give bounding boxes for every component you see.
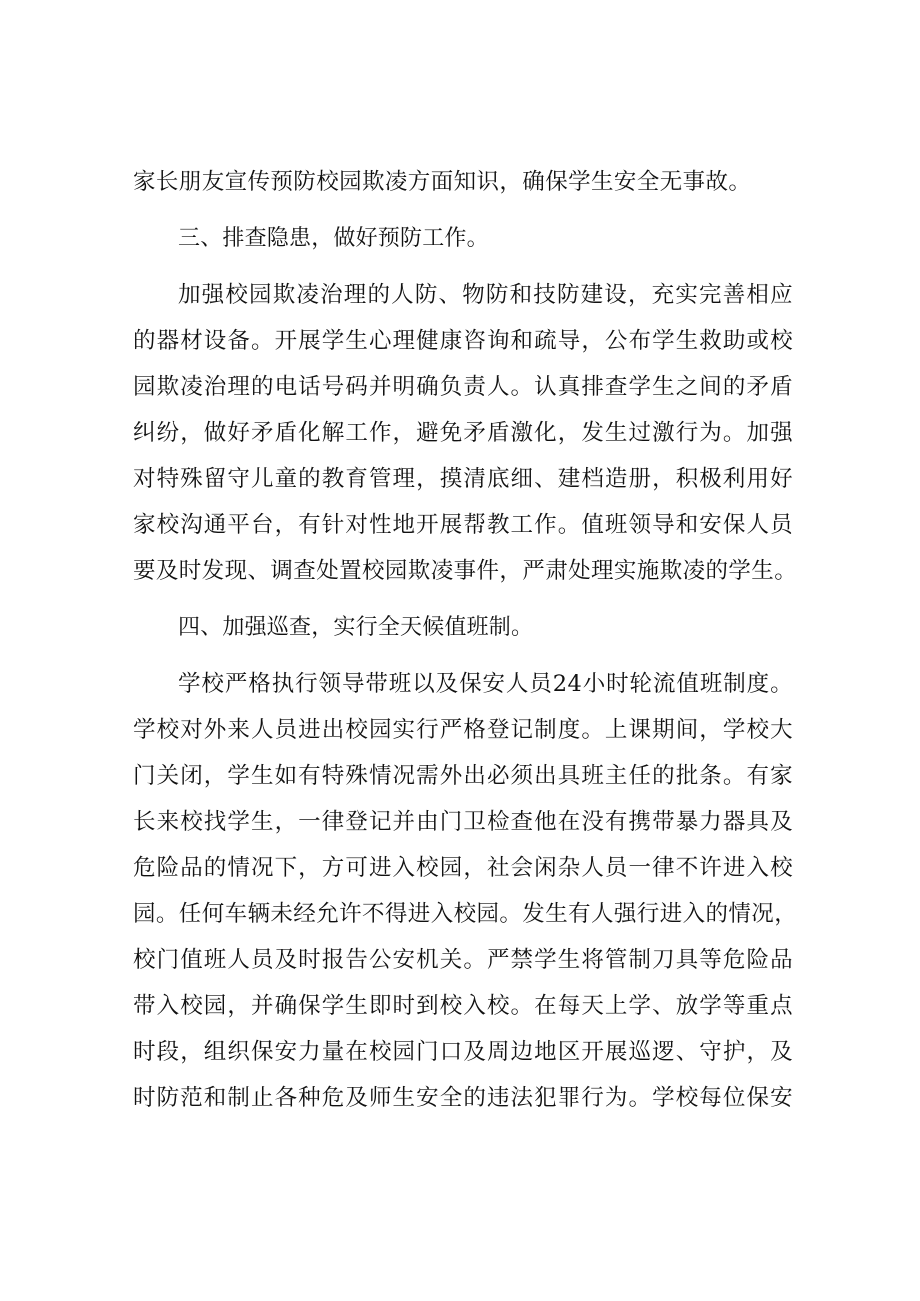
paragraph-line: 纠纷，做好矛盾化解工作，避免矛盾激化，发生过激行为。加强 — [133, 420, 793, 446]
paragraph-line: 带入校园，并确保学生即时到校入校。在每天上学、放学等重点 — [133, 993, 793, 1019]
paragraph-line: 家校沟通平台，有针对性地开展帮教工作。值班领导和安保人员 — [133, 512, 793, 538]
paragraph-line: 校门值班人员及时报告公安机关。严禁学生将管制刀具等危险品 — [133, 947, 793, 973]
section-heading-4: 四、加强巡查，实行全天候值班制。 — [178, 615, 534, 640]
paragraph-line: 家长朋友宣传预防校园欺凌方面知识，确保学生安全无事故。 — [133, 169, 752, 195]
paragraph-line: 时防范和制止各种危及师生安全的违法犯罪行为。学校每位保安 — [133, 1085, 793, 1111]
section-heading-3: 三、排查隐患，做好预防工作。 — [178, 226, 489, 251]
paragraph-line: 的器材设备。开展学生心理健康咨询和疏导，公布学生救助或校 — [133, 328, 793, 354]
paragraph-line: 学校严格执行领导带班以及保安人员24小时轮流值班制度。 — [178, 671, 793, 697]
paragraph-line: 时段，组织保安力量在校园门口及周边地区开展巡逻、守护，及 — [133, 1039, 793, 1065]
paragraph-line: 长来校找学生，一律登记并由门卫检查他在没有携带暴力器具及 — [133, 809, 793, 835]
paragraph-line: 对特殊留守儿童的教育管理，摸清底细、建档造册，积极利用好 — [133, 466, 793, 492]
paragraph-line: 门关闭，学生如有特殊情况需外出必须出具班主任的批条。有家 — [133, 763, 793, 789]
paragraph-line: 园。任何车辆未经允许不得进入校园。发生有人强行进入的情况， — [133, 901, 798, 927]
paragraph-line: 危险品的情况下，方可进入校园，社会闲杂人员一律不许进入校 — [133, 855, 793, 881]
paragraph-line: 学校对外来人员进出校园实行严格登记制度。上课期间，学校大 — [133, 717, 793, 743]
paragraph-line: 加强校园欺凌治理的人防、物防和技防建设，充实完善相应 — [178, 282, 793, 308]
paragraph-line: 园欺凌治理的电话号码并明确负责人。认真排查学生之间的矛盾 — [133, 374, 793, 400]
paragraph-line: 要及时发现、调查处置校园欺凌事件，严肃处理实施欺凌的学生。 — [133, 558, 798, 584]
